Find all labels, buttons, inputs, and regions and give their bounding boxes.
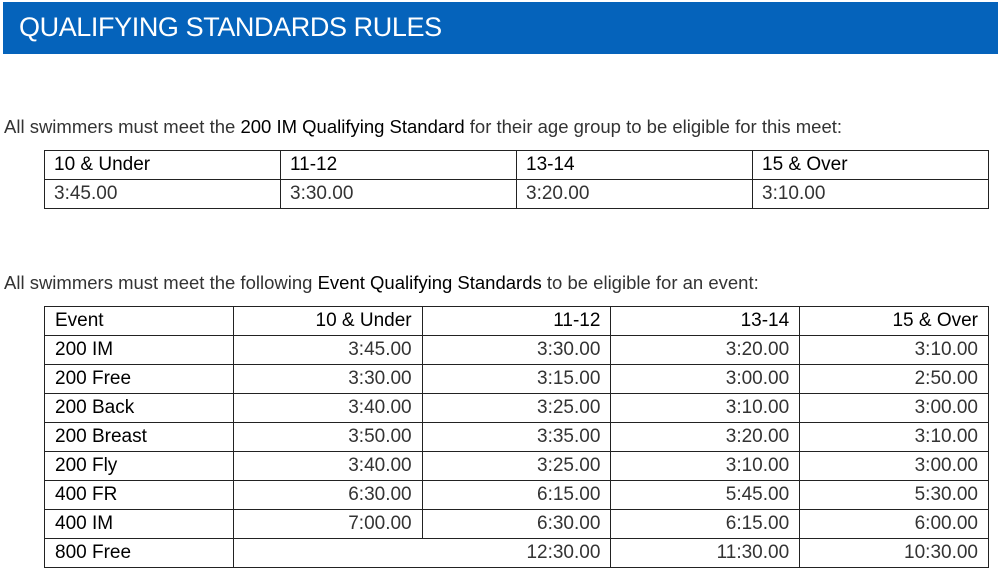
- qualifying-time: 3:00.00: [800, 452, 989, 481]
- qualifying-time: 7:00.00: [233, 510, 422, 539]
- qualifying-time: 3:25.00: [422, 452, 611, 481]
- column-header: 15 & Over: [753, 151, 989, 180]
- intro-text-before: All swimmers must meet the: [4, 116, 241, 137]
- intro-text-before: All swimmers must meet the following: [4, 272, 318, 293]
- event-standard-intro: [4, 272, 759, 294]
- qualifying-time: 3:25.00: [422, 394, 611, 423]
- qualifying-time: [233, 539, 422, 568]
- qualifying-time: 6:15.00: [422, 481, 611, 510]
- im-standard-intro: [4, 116, 842, 138]
- column-header: 11-12: [281, 151, 517, 180]
- intro-text-after: to be eligible for an event:: [541, 272, 759, 293]
- qualifying-time: 6:30.00: [233, 481, 422, 510]
- qualifying-time: 3:30.00: [281, 180, 517, 209]
- event-name: 200 Free: [45, 365, 234, 394]
- qualifying-time: 6:00.00: [800, 510, 989, 539]
- qualifying-time: 3:30.00: [422, 336, 611, 365]
- event-name: 200 Breast: [45, 423, 234, 452]
- event-name: 400 FR: [45, 481, 234, 510]
- column-header: 11-12: [422, 307, 611, 336]
- qualifying-time: 3:20.00: [611, 423, 800, 452]
- qualifying-time: 10:30.00: [800, 539, 989, 568]
- qualifying-time: 3:10.00: [753, 180, 989, 209]
- table-header-row: [45, 307, 989, 336]
- page-title: QUALIFYING STANDARDS RULES: [19, 12, 442, 42]
- intro-text-emphasis: Event Qualifying Standards: [317, 272, 542, 293]
- qualifying-time: 12:30.00: [422, 539, 611, 568]
- qualifying-time: 3:40.00: [233, 452, 422, 481]
- column-header: 15 & Over: [800, 307, 989, 336]
- im-standard-table: [44, 150, 989, 209]
- qualifying-time: 6:15.00: [611, 510, 800, 539]
- qualifying-time: 3:50.00: [233, 423, 422, 452]
- qualifying-time: 3:10.00: [800, 423, 989, 452]
- event-name: 400 IM: [45, 510, 234, 539]
- table-row: [45, 510, 989, 539]
- qualifying-time: 3:15.00: [422, 365, 611, 394]
- table-row: [45, 423, 989, 452]
- table-row: [45, 336, 989, 365]
- qualifying-time: 3:10.00: [611, 394, 800, 423]
- table-row: [45, 394, 989, 423]
- qualifying-time: 11:30.00: [611, 539, 800, 568]
- qualifying-time: 3:00.00: [611, 365, 800, 394]
- column-header: 10 & Under: [233, 307, 422, 336]
- qualifying-time: 5:30.00: [800, 481, 989, 510]
- table-header-row: [45, 151, 989, 180]
- qualifying-time: 3:45.00: [233, 336, 422, 365]
- event-name: 800 Free: [45, 539, 234, 568]
- qualifying-time: 3:00.00: [800, 394, 989, 423]
- qualifying-time: 3:20.00: [611, 336, 800, 365]
- table-row: [45, 539, 989, 568]
- page-title-banner: [3, 2, 998, 54]
- event-name: 200 Back: [45, 394, 234, 423]
- table-row: [45, 180, 989, 209]
- qualifying-time: 3:45.00: [45, 180, 281, 209]
- table-row: [45, 365, 989, 394]
- qualifying-time: 3:40.00: [233, 394, 422, 423]
- intro-text-after: for their age group to be eligible for this meet:: [464, 116, 843, 137]
- event-name: 200 Fly: [45, 452, 234, 481]
- qualifying-time: 3:10.00: [800, 336, 989, 365]
- intro-text-emphasis: 200 IM Qualifying Standard: [240, 116, 465, 137]
- qualifying-time: 5:45.00: [611, 481, 800, 510]
- table-row: [45, 481, 989, 510]
- event-name: 200 IM: [45, 336, 234, 365]
- column-header-event: Event: [45, 307, 234, 336]
- qualifying-time: 6:30.00: [422, 510, 611, 539]
- qualifying-time: 3:10.00: [611, 452, 800, 481]
- qualifying-time: 3:20.00: [517, 180, 753, 209]
- column-header: 13-14: [517, 151, 753, 180]
- qualifying-time: 3:30.00: [233, 365, 422, 394]
- table-row: [45, 452, 989, 481]
- event-standards-table: [44, 306, 989, 568]
- column-header: 10 & Under: [45, 151, 281, 180]
- qualifying-time: 2:50.00: [800, 365, 989, 394]
- column-header: 13-14: [611, 307, 800, 336]
- qualifying-time: 3:35.00: [422, 423, 611, 452]
